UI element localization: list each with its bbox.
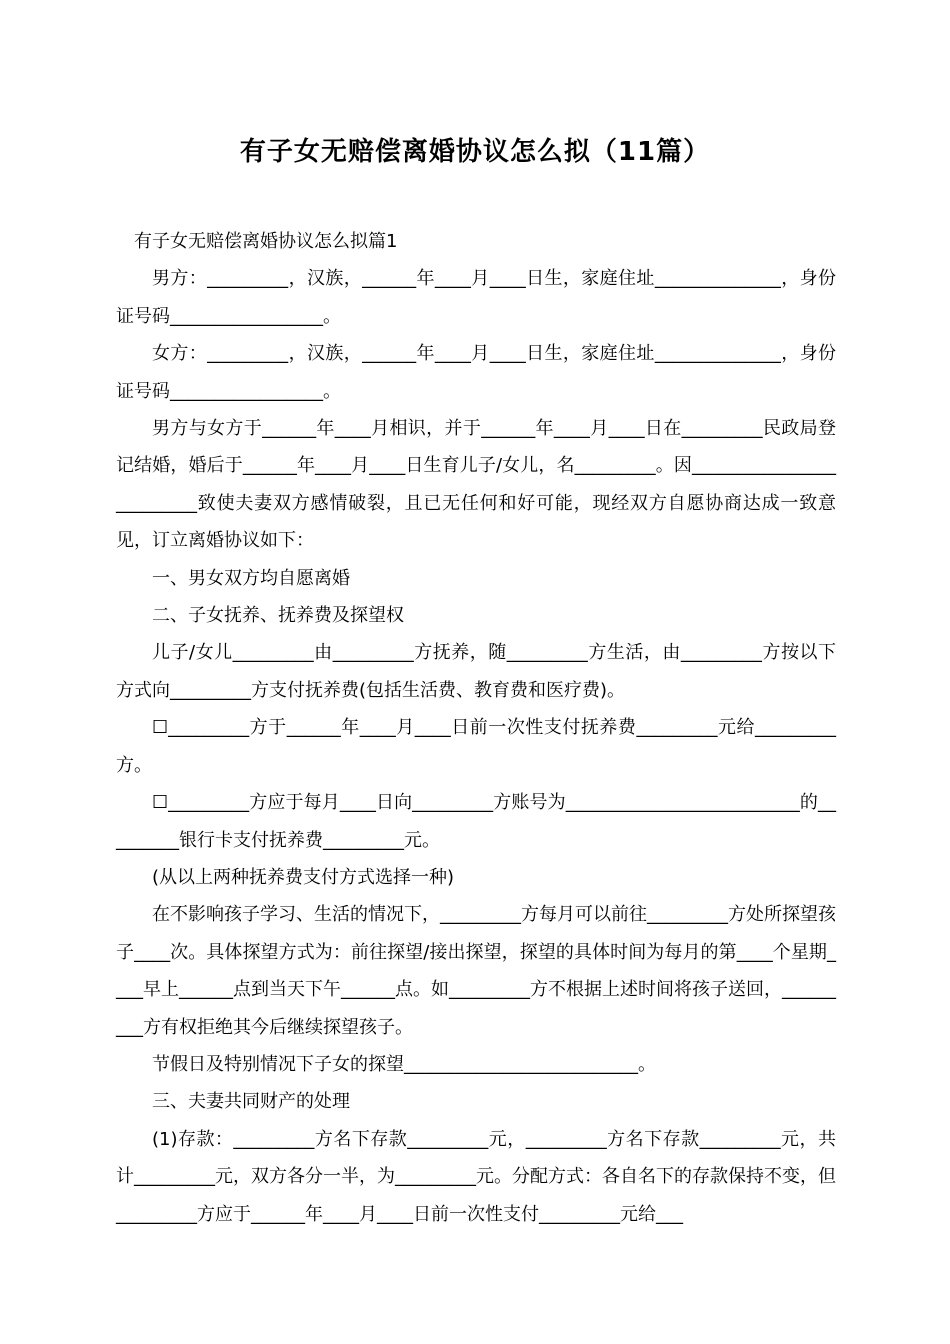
clause-heading-divorce: 一、男女双方均自愿离婚 xyxy=(152,567,350,589)
paragraph-monthly-option: ☐_________方应于每月____日向_________方账号为__________________________的_________银行卡支付抚养费_________元。 xyxy=(116,792,836,851)
paragraph-marriage-background: 男方与女方于______年____月相识，并于______年____月____日在_________民政局登记结婚，婚后于______年____月____日生育儿子/女儿，名_________。因_________________________致使夫妻双方感情破裂，且已无任何和好可能，现经双方自愿协商达成一致意见，订立离婚协议如下： xyxy=(116,418,836,552)
paragraph-option-note: (从以上两种抚养费支付方式选择一种) xyxy=(152,866,455,888)
paragraph-holiday-visitation: 节假日及特别情况下子女的探望__________________________。 xyxy=(152,1053,656,1075)
section-heading: 有子女无赔偿离婚协议怎么拟篇1 xyxy=(134,231,398,252)
paragraph-female-party: 女方：_________，汉族，______年____月____日生，家庭住址______________，身份证号码_________________。 xyxy=(116,343,836,402)
paragraph-lump-sum-option: ☐_________方于______年____月____日前一次性支付抚养费_________元给_________方。 xyxy=(116,717,836,776)
paragraph-male-party: 男方：_________，汉族，______年____月____日生，家庭住址______________，身份证号码_________________。 xyxy=(116,268,836,327)
document-title: 有子女无赔偿离婚协议怎么拟（11篇） xyxy=(239,137,711,167)
clause-heading-property: 三、夫妻共同财产的处理 xyxy=(152,1091,350,1113)
paragraph-savings: (1)存款：_________方名下存款_________元，_________方名下存款_________元，共计_________元，双方各分一半，为_________元。分配方式：各自名下的存款保持不变，但_________方应于______年____月____日前一次性支付_________元给___ xyxy=(116,1128,836,1225)
document-body xyxy=(116,223,836,1233)
clause-heading-child-custody: 二、子女抚养、抚养费及探望权 xyxy=(152,605,404,627)
paragraph-visitation: 在不影响孩子学习、生活的情况下，_________方每月可以前往_________方处所探望孩子____次。具体探望方式为：前往探望/接出探望，探望的具体时间为每月的第____个星期____早上______点到当天下午______点。如_________方不根据上述时间将孩子送回，_________方有权拒绝其今后继续探望孩子。 xyxy=(116,904,836,1038)
paragraph-custody: 儿子/女儿_________由_________方抚养，随_________方生活，由_________方按以下方式向_________方支付抚养费(包括生活费、教育费和医疗费)。 xyxy=(116,642,836,701)
